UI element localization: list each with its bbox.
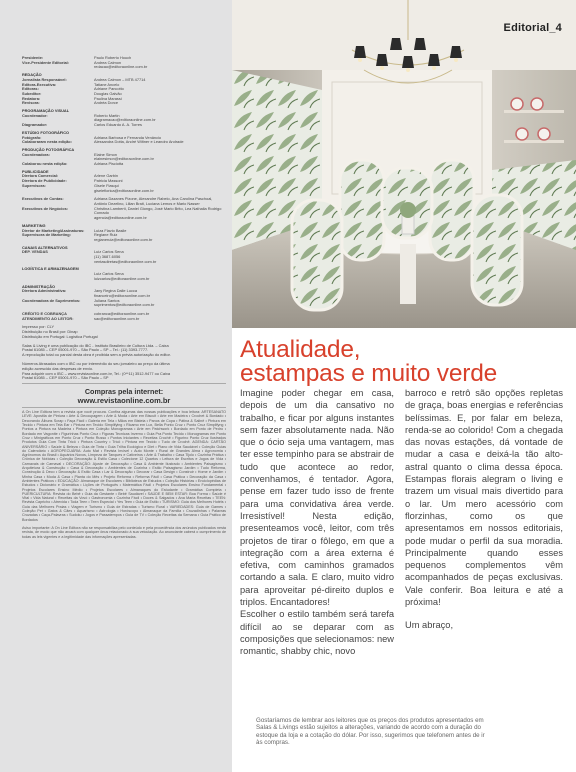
headline-line-2: estampas e muito verde	[240, 360, 498, 387]
staff-role: Vice-Presidente Editorial:	[22, 59, 70, 65]
info-line: Postal 61085 – CEP 05001-970 – São Paulo – SP – Tel.: (11) 3393-7777.	[22, 347, 149, 353]
staff-role: Revisora:	[22, 100, 40, 106]
staff-role: Coordenadora:	[22, 151, 50, 157]
staff-names: Juliana Santos	[94, 297, 120, 303]
staff-row	[22, 238, 226, 243]
staff-role: Diretor de Marketing/Assinaturas:	[22, 227, 85, 233]
catalog-text: A On Line Editora tem a revista que você procura. Confira algumas das nossas publicações e boa leitura: ARTESANATO LEVE: Apostila de Pintura • Arte & Decoupagem • Arte & Moda • Arte em Biscuit • Arte em Madeira • Crochet & Bordado • Decorando Álbuns Scrap • Faça Fácil • Galeria em Tela • Mãos em Bisteia • Panos de Copa • Pátina & Salinê • Pintura em Tecido • Pintura em Tela Ear • Pintura em Tecido Simplifying • Ricamo em Lux, Bella Ponto Cruz • Ponto Cruz Simplifyng • Pontos a Pintura na Madeira • Pintura em Coleção Monogramas • Arte em Patchwork • Bordado em Ponto de Pedro • Bordado em Vagonite • Figurinhas Ponto Cruz • Figuras Tecnicas Inverno • Guia Pra Ponto Tecido • Monogramas em Ponto Cruz • Minigráficos em Ponto Cruz • Ponto Russo • Pontos Iniciantes • Receitas Crochê • Figurino Ponto Cruz Ilustrados Produtos Guia Com Tinta Tricô • Pintura Country • Tricô • Pintura em Tecido • Tudo de Crochê. AGENDA: CARTÃO ANIVERSÁRIO • Saúde & Beleza • Guia de Tinta • Guia Trilha Ecológico e Diet • Plano de Vida Saudável • Coleção Guias do Calendário • AGROPECUÁRIA: Auto Mat • Revista Imóvel • Auto Monte • Rural de Grandes Alma • Agronomia • Agrônomos do Brasil • Aquários Novos, Limpeza de Tanques e Cativeiros • Arte & Trabalho • Casa Tijolo • Cozinha Prática • Crônica de Notícias • Coleção Decoração & Estilo Casa • Colecione 12 Quartos • Leitura de Escritos e Jogos de Vida • Carnavais de Carnaval • DECORAÇÃO: Ajuste de Decoração • Casa & Ambiente Ilustrado • Ambientes Paisagismo • Arquitetura & Construção • Casa & Decoração • Ambientes de Cozinha • Estilo Paisagismo Jardim • Tudo Reforma, Construção & Deco • Decoração & Estilo Casa • Lar & Decoração • Decorar • Casa Design • Construir • Home e Jardim • Minha Casa • Moda & Casa • Planta do Mês • Projeto Reforma • Reforma Fácil • Casa Prática • Decoração da Casa • Ambientes Práticos • EDUCAÇÃO: Almanaque de Escolares • Biblioteca de Estudos • Coleção Histórias • Enciclopédias de Estudos • Dicionário e Gramática • Lições de Português • Matemática Fácil • Projetos Escolares Ensino Fundamental • Projetos Escolares Ensino Médio • Projetos Escolares • Almanaques do Estudante • Gramática Completa • PUERICULTURA: Revista do Bebê • Guia da Gestante • Bebê Saudável • SAÚDE E BEM ESTAR: Boa Forma • Saúde é Vital • Vida Natural • Receitas da Vovó • Gastronomia • Cozinha Fácil • Doces & Salgados • Ana Maria Receitas • TEEN: Revista Capricho • Atrevida • Toda Teen • Teen Especial • Yes Teen • Guia de Estilo • TURISMO: Guia dos Melhores Hotéis • Guia das Melhores Praias • Viagem e Turismo • Guia de Estradas • Turismo Rural • VARIEDADES: Guia de Games • Coleção Pet • Gatos & Cães • Aquarismo • Astrologia • Horóscopo • Almanaque da Família • Cruzadinhas • Palavras Cruzadas • Caça-Palavras • Sudoku • Jogos e Passatempos • Guia de TV • Coleção Receitas da Semana • Guia Prático de Bordados	[22, 410, 226, 522]
staff-role	[22, 260, 94, 265]
staff-names: Carlos Eduardo A. A. Torres	[94, 122, 142, 128]
staff-role: Subeditor:	[22, 90, 42, 96]
info-line: Para adquirir com o IBC – www.revistaonline.com.br, Tel.: (0**11) 3512-9477 ou Caixa	[22, 370, 170, 376]
dining-room-photo	[232, 0, 576, 328]
masthead-column	[0, 0, 232, 772]
staff-names: giselefiorica@editoraonline.com.br	[94, 187, 154, 193]
staff-names: Tatiane Ancelo	[94, 81, 120, 87]
staff-block-publicidade	[22, 174, 226, 193]
staff-row	[22, 317, 226, 322]
staff-names: regianeruiz@editoraonline.com.br	[94, 236, 153, 242]
staff-names: Alessandra Dotta, André Wiltner e Leandro Andrade	[94, 139, 184, 145]
staff-names: Elaine Simon	[94, 151, 117, 157]
signoff: Um abraço,	[405, 620, 454, 631]
staff-names: financeiro@editoraonline.com.br	[94, 292, 151, 298]
staff-row	[22, 65, 226, 70]
staff-names: Roberio Martin	[94, 112, 120, 118]
staff-names: agencia@editoraonline.com.br	[94, 215, 147, 221]
staff-names: Christina Lamberti, Daniel Giongo, José Mario Brito, Lea Nathalia Rodrigo Conrado	[94, 205, 222, 216]
staff-role	[22, 238, 94, 243]
column-1-text: Imagine poder chegar em casa, depois de um dia cansativo no trabalho, e ficar por alguns instantes sem fazer absolutamente nada. Não que o ócio seja uma vantagem, mas ter esse tempinho para se abstrair de tudo que acontece ao redor, convenhamos, é tentador. Agora, pense em fazer tudo isso de frente para uma convidativa área verde. Irresistível! Nesta edição, presenteamos você, leitor, com três projetos de tirar o fôlego, em que a integração com a área externa é efetiva, com caminhos gramados cortando a sala. E claro, muito vidro para aproveitar pé-direito duplos e triplos. Encantadores! Escolher o estilo também será tarefa difícil ao se deparar com as composições que selecionamos: new romantic, shabby chic, novo	[240, 388, 394, 657]
staff-role: Diretora de Publicidade:	[22, 178, 67, 184]
staff-names: Andréa Dorce	[94, 100, 119, 106]
staff-role: ATENDIMENTO AO LEITOR:	[22, 315, 74, 321]
section-heading-admin: ADMINISTRAÇÃO	[22, 283, 56, 289]
staff-role: Coordenador:	[22, 112, 48, 118]
staff-row	[22, 162, 226, 167]
column-2-paragraph: barroco e retrô são opções repletas de graça, boas energias e referências belíssimas. E, por falar em beleza, renda-se ao colorido! Com a chegada das novas estações, dá vontade de mudar a casa e deixá-la tão alto-astral quanto o clima dessa época. Estampas florais alegram o living e trazem um visual mais divertido para o lar. Um mero acessório com florzinhas, como os que apresentamos em nossos editoriais, pode mudar o perfil da sua moradia. Principalmente quando esses pequenos complementos vêm acompanhados de peças exclusivas. Vale conferir. Boa leitura e até a próxima!	[405, 388, 563, 608]
article-column-1	[240, 387, 394, 658]
section-heading-logistica: LOGÍSTICA E ARMAZENAGEM	[22, 266, 79, 272]
staff-role: Executivos de Negócios:	[22, 205, 69, 211]
staff-role: Editoras:	[22, 86, 39, 92]
info-line: Distribuição no Brasil por: Dinap	[22, 329, 78, 335]
info-line: Impresso por: CLY	[22, 324, 55, 330]
staff-block-executivos	[22, 197, 226, 221]
staff-block-admin	[22, 289, 226, 308]
staff-row	[22, 303, 226, 308]
section-heading-producao: PRODUÇÃO FOTOGRÁFICA	[22, 146, 75, 152]
publication-info	[22, 344, 226, 382]
headline-line-1: Atualidade,	[240, 336, 361, 363]
staff-names: Jany Regina Dalle Lucca	[94, 288, 138, 294]
staff-names: sac@editoraonline.com.br	[94, 315, 140, 321]
staff-names: Paulina Marassi	[94, 95, 122, 101]
divider	[22, 383, 226, 384]
section-heading-publicidade: PUBLICIDADE	[22, 168, 49, 174]
info-line: Distribuição em Portugal: Logística Portugal	[22, 333, 98, 339]
staff-row	[22, 260, 226, 265]
price-disclaimer: Gostaríamos de lembrar aos leitores que os preços dos produtos apresentados em Salas & Livings estão sujeitos a alterações, variando de acordo com a duração do estoque da loja e a cotação do dólar. Por isso, sugerimos que telefonem antes de ir às compras.	[256, 717, 485, 747]
online-shop-url[interactable]: www.revistaonline.com.br	[77, 396, 171, 406]
section-heading-redacao: REDAÇÃO	[22, 72, 42, 78]
staff-row	[22, 189, 226, 194]
article-headline	[240, 338, 570, 386]
divider	[22, 407, 226, 408]
staff-role: Supervisora:	[22, 182, 46, 188]
staff-names: Paulo Roberto Houch	[94, 55, 132, 60]
info-line: Números Atrasados com o IBC ou por intermédio do seu jornaleiro ao preço da última	[22, 361, 170, 367]
staff-names: Adriana Dazanes Pizone, Alexandre Rabelo, Ana Carolina Paschoal, Antônio Dezelino, Lilian Brait, Luciana Lemos e Mario Nasser	[94, 196, 213, 206]
staff-row	[22, 140, 226, 145]
staff-role: Colaborou nesta edição:	[22, 161, 68, 167]
staff-role: Colaboraram nesta edição:	[22, 139, 72, 145]
staff-row	[22, 123, 226, 128]
staff-role: Jornalista Responsável:	[22, 76, 67, 82]
staff-role: Supervisora de Marketing:	[22, 232, 71, 238]
staff-role: Diretora Comercial:	[22, 173, 59, 179]
staff-role: Executivos de Contas:	[22, 196, 64, 202]
section-heading-visual: PROGRAMAÇÃO VISUAL	[22, 108, 70, 114]
staff-role: Diagramador:	[22, 122, 48, 128]
staff-names: Adriana Pisciotta	[94, 161, 124, 167]
staff-names: Douglas Galvão	[94, 90, 122, 96]
staff-names: Luiz Carlos Sena	[94, 249, 124, 255]
staff-role: Coordenadora de Suprimentos:	[22, 297, 81, 303]
staff-role: Fotógrafo:	[22, 134, 42, 140]
staff-row	[22, 216, 226, 221]
staff-names: suprimentos@editoraonline.com.br	[94, 302, 155, 308]
staff-role: DEP. VENDAS	[22, 249, 48, 255]
staff-names: cobranca@editoraonline.com.br	[94, 311, 150, 317]
legal-notice: Aviso importante: A On Line Editora não se responsabiliza pelo conteúdo e pela procedência dos anúncios publicados nesta revista, de modo que não arcará com qualquer ônus relacionado à sua veiculação. Ao anunciante caberá o cumprimento de todas as leis vigentes e a legitimidade das informações apresentadas.	[22, 525, 226, 539]
staff-names: Arlene Garbin	[94, 173, 119, 179]
staff-role: Diretora Administrativa:	[22, 288, 67, 294]
info-line: edição acrescido das despesas de envio.	[22, 366, 94, 372]
staff-role	[22, 65, 94, 70]
staff-names: redacao@editoraonline.com.br	[94, 64, 148, 70]
info-line: A reprodução total ou parcial desta obra é proibida sem a prévia autorização do editor.	[22, 351, 171, 357]
staff-names: Adriana Barbosa e Fernanda Venâncio	[94, 134, 162, 140]
staff-block-marketing	[22, 229, 226, 243]
staff-names: Andrea Calmon	[94, 59, 122, 65]
staff-block-canais	[22, 250, 226, 264]
staff-role	[22, 303, 94, 308]
staff-role: Redatora:	[22, 95, 41, 101]
online-shop-box	[22, 387, 226, 405]
staff-role	[22, 189, 94, 194]
staff-names: Andrea Calmon – MTB 47714	[94, 76, 146, 82]
staff-names: (11) 3687-6056	[94, 254, 121, 260]
staff-block-producao	[22, 153, 226, 167]
online-shop-title: Compras pela internet:	[84, 387, 164, 397]
section-heading-marketing: MARKETING	[22, 222, 46, 228]
staff-names: Luiz Carlos Sena	[94, 271, 124, 277]
staff-block-executive	[22, 56, 226, 70]
staff-block-foto	[22, 136, 226, 145]
staff-role	[22, 216, 94, 221]
staff-names: Luiza Flavio Basile	[94, 227, 127, 233]
section-label: Editorial_4	[503, 22, 562, 34]
staff-names: diagramacao@editoraonline.com.br	[94, 117, 156, 123]
staff-block-redacao	[22, 78, 226, 106]
staff-role: CRÉDITO E COBRANÇA	[22, 311, 67, 317]
article-column-2	[405, 387, 563, 643]
staff-names: Adriane Pancotto	[94, 86, 124, 92]
print-info	[22, 325, 226, 339]
section-heading-foto: ESTÚDIO FOTOGRÁFICO	[22, 129, 70, 135]
staff-names: elainesimon@editoraonline.com.br	[94, 156, 154, 162]
info-line: Salas & Living é uma publicação do IBC - Instituto Brasileiro de Cultura Ltda. – Caixa	[22, 342, 169, 348]
staff-role: Presidente:	[22, 55, 44, 60]
staff-block-logistica	[22, 272, 226, 281]
staff-row	[22, 277, 226, 282]
staff-role: Editora-Executiva:	[22, 81, 57, 87]
staff-names: Patricia Massoni	[94, 178, 123, 184]
staff-role	[22, 277, 94, 282]
staff-row	[22, 101, 226, 106]
staff-names: ventasdiretas@editoraonline.com.br	[94, 258, 157, 264]
section-heading-canais: CANAIS ALTERNATIVOS	[22, 244, 68, 250]
staff-names: Gisele Fiasqui	[94, 182, 119, 188]
staff-names: luizcarlos@editoraonline.com.br	[94, 275, 150, 281]
staff-block-visual	[22, 114, 226, 128]
staff-block-contact	[22, 312, 226, 321]
info-line: Postal 61085 – CEP 05001-970 – São Paulo – SP	[22, 375, 109, 381]
staff-names: Regiane Ruiz	[94, 232, 118, 238]
